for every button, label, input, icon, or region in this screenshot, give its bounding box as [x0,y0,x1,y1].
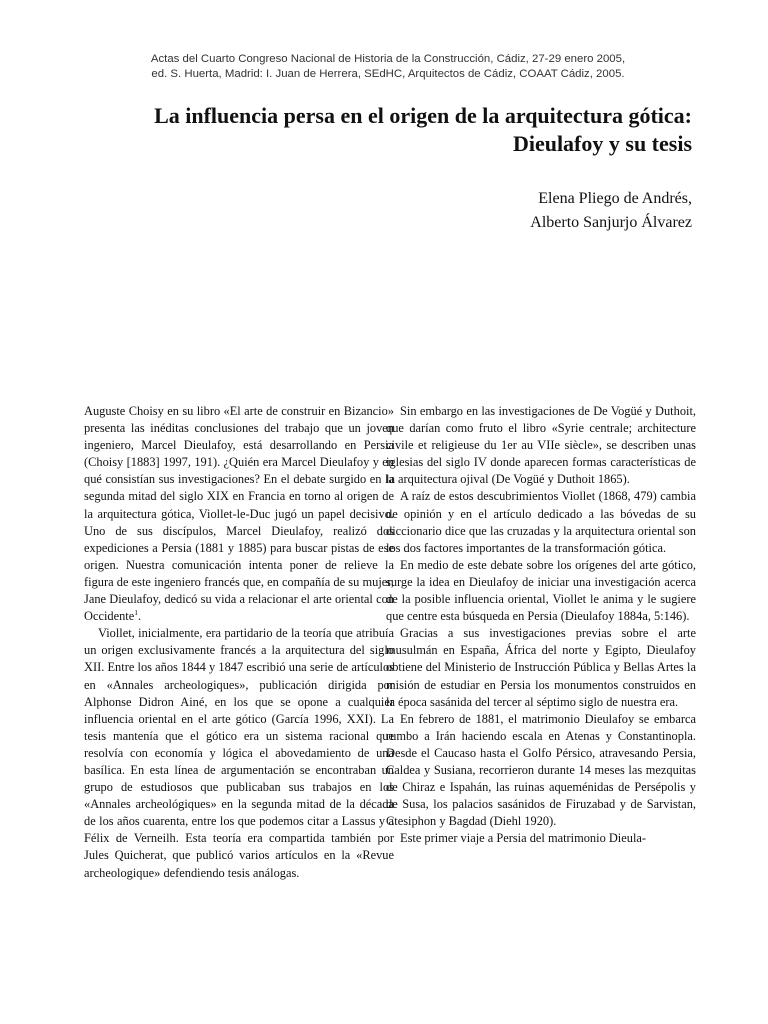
author-name: Elena Pliego de Andrés, [538,190,692,207]
body-paragraph: En medio de este debate sobre los orígenes del arte gótico, surge la idea en Dieulafoy de iniciar una investigación acerca de la posible influencia oriental, Viollet le anima y le sugiere que centre esta búsqueda en Persia (Dieulafoy 1884a, 5:146). [386,557,696,624]
author-name: Alberto Sanjurjo Álvarez [530,213,692,231]
footnote-marker: 1 [134,608,138,617]
body-paragraph: En febrero de 1881, el matrimonio Dieulafoy se embarca rumbo a Irán haciendo escala en Atenas y Constantinopla. Desde el Caucaso hasta el Golfo Pérsico, atravesando Persia, Caldea y Susiana, recorrieron durante 14 meses las mezquitas de Chiraz e Ispahán, las ruinas aqueménidas de Persépolis y de Susa, los palacios sasánidos de Firuzabad y de Sarvistan, Ctesiphon y Bagdad (Diehl 1920). [386,711,696,829]
body-paragraph: Este primer viaje a Persia del matrimonio Dieula- [400,831,647,846]
paragraph-text: Auguste Choisy en su libro «El arte de construir en Bizancio» presenta las inéditas conclusiones del trabajo que un joven ingeniero, Marcel Dieulafoy, está desarrollando en Persia (Choisy [1883] 1997, 191). ¿Quién era Marcel Dieulafoy y en qué consistían sus investigaciones? En el debate surgido en la segunda mitad del siglo XIX en Francia en torno al origen de la arquitectura gótica, Viollet-le-Duc jugó un papel decisivo. Uno de sus discípulos, Marcel Dieulafoy, realizó dos expediciones a Persia (1881 y 1885) para buscar pistas de ese origen. Nuestra comunicación intenta poner de relieve la figura de este ingeniero francés que, en compañía de su mujer, Jane Dieulafoy, dedicó su vida a relacionar el arte oriental con Occidente [84,404,394,624]
body-paragraph: Viollet, inicialmente, era partidario de la teoría que atribuía un origen exclusivamente francés a la arquitectura del siglo XII. Entre los años 1844 y 1847 escribió una serie de artículos en «Annales archeologiques», publicación dirigida por Alphonse Didron Ainé, en los que se opone a cualquier influencia oriental en el arte gótico (García 1996, XXI). La tesis mantenía que el gótico era un sistema racional que resolvía con economía y lógica el abovedamiento de una basílica. En esta línea de argumentación se encontraban un grupo de estudiosos que publicaban sus trabajos en los «Annales archeológiques» en la segunda mitad de la década de los años cuarenta, entre los que podemos citar a Lassus y a Félix de Verneilh. Esta teoría era compartida también por Jules Quicherat, que publicó varios artículos en la «Revue archeologique» defendiendo tesis análogas. [84,626,394,880]
proceedings-header [118,52,658,82]
right-column [386,403,696,847]
body-paragraph [84,403,394,625]
author-list [380,187,692,234]
paper-title [70,102,692,158]
body-paragraph: Gracias a sus investigaciones previas sobre el arte musulmán en España, África del norte y Egipto, Dieulafoy obtiene del Ministerio de Instrucción Pública y Bellas Artes la misión de estudiar en Persia los monumentos construidos en la época sasánida del tercer al séptimo siglo de nuestra era. [386,626,696,709]
header-line: ed. S. Huerta, Madrid: I. Juan de Herrera, SEdHC, Arquitectos de Cádiz, COAAT Cádiz, 2005. [151,68,625,80]
title-line: Dieulafoy y su tesis [512,131,692,156]
left-column [84,403,394,882]
header-line: Actas del Cuarto Congreso Nacional de Historia de la Construcción, Cádiz, 27-29 enero 2005, [150,53,626,65]
body-paragraph: Sin embargo en las investigaciones de De Vogüé y Duthoit, que darían como fruto el libro «Syrie centrale; architecture civile et religieuse du 1er au VIIe siècle», se describen unas iglesias del siglo IV donde aparecen formas características de la arquitectura ojival (De Vogüé y Duthoit 1865). [386,404,696,487]
title-line: La influencia persa en el origen de la arquitectura gótica: [154,103,692,128]
paragraph-end: . [137,609,142,624]
body-paragraph: A raíz de estos descubrimientos Viollet (1868, 479) cambia de opinión y en el artículo dedicado a las bóvedas de su diccionario dice que las cruzadas y la arquitectura oriental son los dos factores importantes de la transformación gótica. [386,489,696,555]
